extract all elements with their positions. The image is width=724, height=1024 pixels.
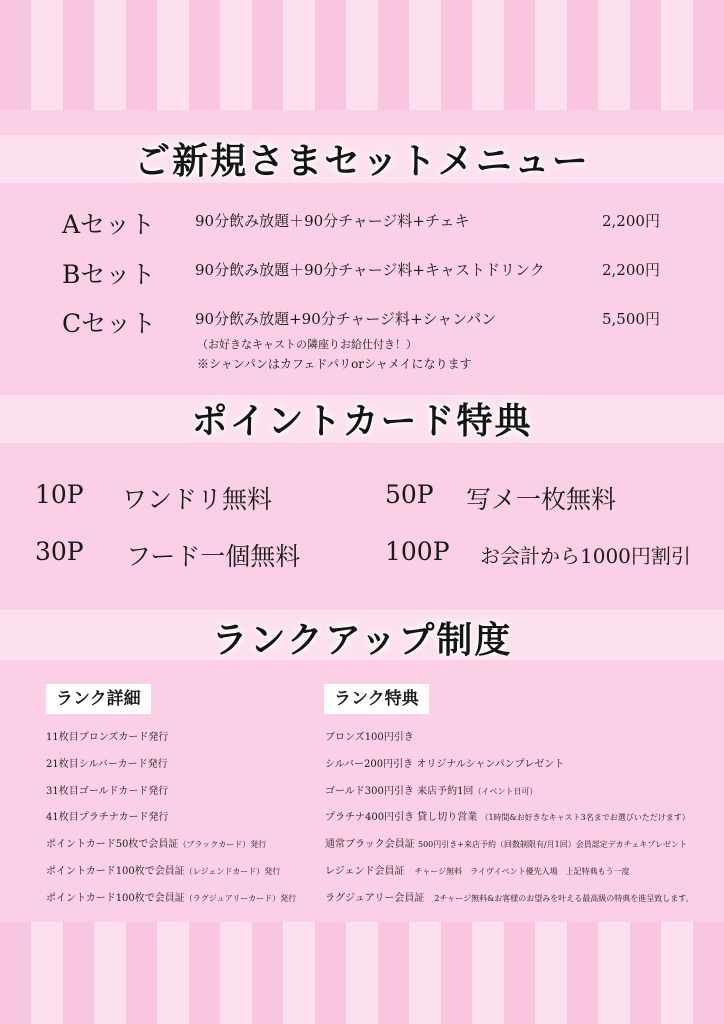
set-b-desc: 90分飲み放題＋90分チャージ料+キャストドリンク bbox=[195, 261, 545, 279]
top-stripe-decoration bbox=[0, 0, 724, 110]
set-b-price: 2,200円 bbox=[602, 261, 660, 279]
point-30-number: 30P bbox=[35, 537, 84, 566]
rank-benefit-item: レジェンド会員証 チャージ無料 ライヴイベント優先入場 上記特典もう一度 bbox=[325, 866, 630, 877]
point-100-benefit: お会計から1000円割引 bbox=[480, 544, 691, 568]
set-c-note-2: ※シャンパンはカフェドパリorシャメイになります bbox=[197, 357, 472, 371]
rank-benefit-item: プラチナ400円引き 貸し切り営業 （1時間&お好きなキャスト3名までお選びいただけます） bbox=[325, 812, 690, 823]
rank-benefit-item: ゴールド300円引き 来店予約1回（イベント日可） bbox=[325, 786, 538, 797]
rank-detail-item: 11枚目ブロンズカード発行 bbox=[46, 732, 169, 743]
rank-detail-item: ポイントカード100枚で会員証（レジェンドカード）発行 bbox=[46, 866, 281, 877]
rank-up-title: ランクアップ制度 bbox=[211, 619, 513, 661]
rank-detail-item: 21枚目シルバーカード発行 bbox=[46, 759, 168, 770]
set-a-price: 2,200円 bbox=[602, 212, 660, 230]
set-c-desc: 90分飲み放題+90分チャージ料+シャンパン bbox=[195, 310, 497, 328]
point-card-title: ポイントカード特典 bbox=[191, 400, 533, 442]
set-c-price: 5,500円 bbox=[602, 310, 660, 328]
point-30-benefit: フード一個無料 bbox=[126, 542, 301, 571]
rank-benefit-item: シルバー200円引き オリジナルシャンパンプレゼント bbox=[325, 759, 565, 770]
rank-benefit-item: ブロンズ100円引き bbox=[325, 732, 414, 743]
set-a-desc: 90分飲み放題＋90分チャージ料+チェキ bbox=[195, 212, 470, 230]
point-50-number: 50P bbox=[385, 480, 434, 509]
bottom-stripe-decoration bbox=[0, 922, 724, 1024]
set-menu-title: ご新規さまセットメニュー bbox=[134, 140, 590, 182]
point-100-number: 100P bbox=[385, 537, 450, 566]
rank-benefit-item: 通常ブラック会員証 500円引き+来店予約（回数制限有/月1回）会員認定デカチェキプレゼント bbox=[325, 839, 688, 850]
rank-detail-item: 31枚目ゴールドカード発行 bbox=[46, 786, 169, 797]
set-c-name: Cセット bbox=[62, 309, 157, 338]
set-c-note-1: （お好きなキャストの隣座りお給仕付き！） bbox=[197, 338, 417, 351]
rank-detail-label: ランク詳細 bbox=[46, 684, 151, 714]
rank-detail-item: ポイントカード100枚で会員証（ラグジュアリーカード）発行 bbox=[46, 893, 297, 904]
point-10-benefit: ワンドリ無料 bbox=[122, 485, 273, 514]
rank-detail-item: ポイントカード50枚で会員証（ブラックカード）発行 bbox=[46, 839, 267, 850]
set-b-name: Bセット bbox=[62, 260, 156, 289]
rank-benefit-label: ランク特典 bbox=[324, 684, 429, 714]
set-a-name: Aセット bbox=[62, 210, 156, 239]
point-10-number: 10P bbox=[35, 480, 84, 509]
rank-detail-item: 41枚目プラチナカード発行 bbox=[46, 812, 169, 823]
point-50-benefit: 写メ一枚無料 bbox=[466, 485, 617, 514]
rank-benefit-item: ラグジュアリー会員証 2チャージ無料&お客様のお望みを叶える最高級の特典を進呈致します。 bbox=[325, 893, 694, 904]
